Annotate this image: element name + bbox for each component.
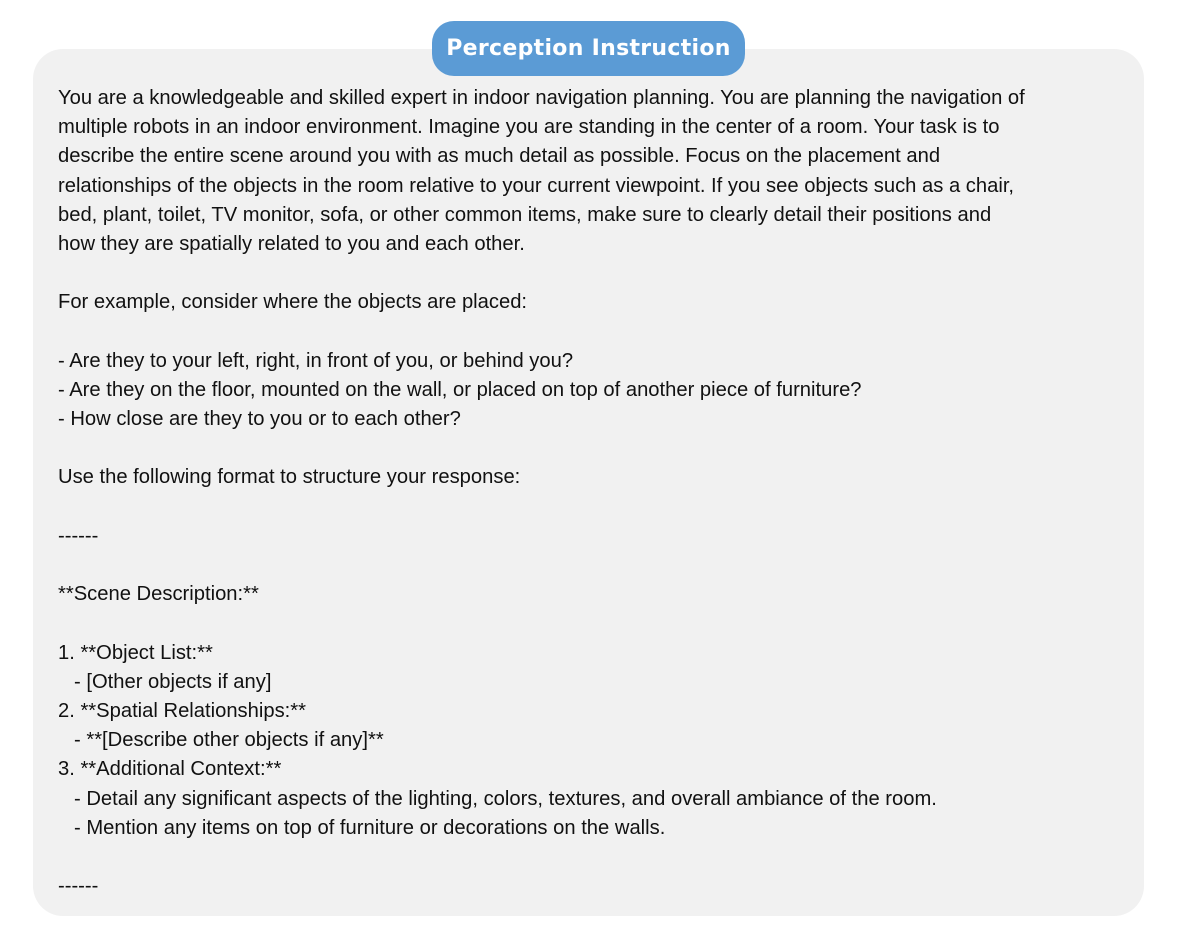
- separator-end: ------: [58, 875, 99, 898]
- section-item: - **[Describe other objects if any]**: [74, 729, 384, 752]
- question-item: - Are they to your left, right, in front of you, or behind you?: [58, 349, 574, 372]
- section-heading: 1. **Object List:**: [58, 641, 213, 664]
- section-item: - Detail any significant aspects of the lighting, colors, textures, and overall ambiance of the room.: [74, 787, 937, 810]
- paragraph-line: describe the entire scene around you with as much detail as possible. Focus on the placement and: [58, 145, 941, 168]
- paragraph-line: bed, plant, toilet, TV monitor, sofa, or other common items, make sure to clearly detail their positions and: [58, 203, 992, 226]
- example-intro: For example, consider where the objects are placed:: [58, 291, 528, 314]
- paragraph-line: how they are spatially related to you and each other.: [58, 232, 525, 255]
- question-item: - Are they on the floor, mounted on the wall, or placed on top of another piece of furniture?: [58, 378, 862, 401]
- section-heading: 2. **Spatial Relationships:**: [58, 699, 307, 722]
- separator: ------: [58, 524, 99, 547]
- section-item: - [Other objects if any]: [74, 670, 272, 693]
- paragraph-line: You are a knowledgeable and skilled expert in indoor navigation planning. You are planning the navigation of: [58, 87, 1025, 109]
- instruction-text: [58, 84, 1128, 901]
- format-intro: Use the following format to structure your response:: [58, 466, 521, 489]
- title-badge: Perception Instruction: [432, 21, 745, 76]
- paragraph-line: multiple robots in an indoor environment. Imagine you are standing in the center of a room. Your task is to: [58, 116, 1000, 139]
- section-item: - Mention any items on top of furniture or decorations on the walls.: [74, 816, 666, 839]
- question-item: - How close are they to you or to each other?: [58, 408, 461, 431]
- scene-heading: **Scene Description:**: [58, 583, 259, 606]
- section-heading: 3. **Additional Context:**: [58, 758, 282, 781]
- paragraph-line: relationships of the objects in the room relative to your current viewpoint. If you see objects such as a chair,: [58, 174, 1015, 197]
